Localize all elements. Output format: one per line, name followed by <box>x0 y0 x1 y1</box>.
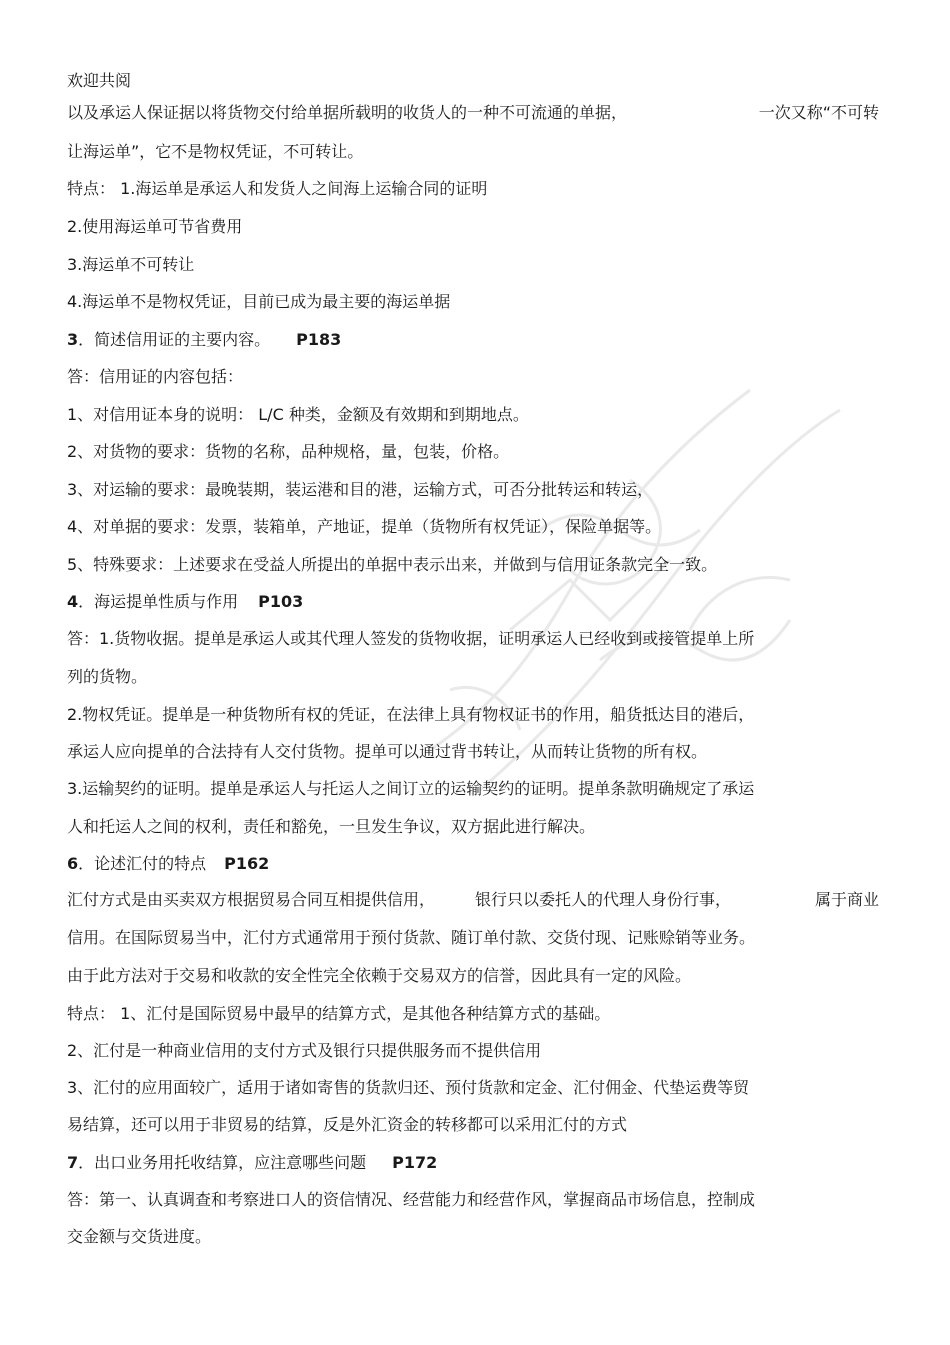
page-reference: P162 <box>224 854 270 873</box>
question-number: 4 <box>67 592 79 611</box>
question-number: 7 <box>67 1153 79 1172</box>
paragraph-line: 人和托运人之间的权利，责任和豁免，一旦发生争议，双方据此进行解决。 <box>67 817 596 836</box>
question-title: ．海运提单性质与作用 <box>78 592 239 611</box>
question-number: 6 <box>67 854 79 873</box>
question-heading <box>67 1153 437 1173</box>
paragraph-line: 交金额与交货进度。 <box>67 1227 212 1246</box>
page-reference: P103 <box>258 592 304 611</box>
paragraph-line: 承运人应向提单的合法持有人交付货物。提单可以通过背书转让，从而转让货物的所有权。 <box>67 742 708 761</box>
paragraph-line: 2、对货物的要求：货物的名称，品种规格，量，包装，价格。 <box>67 442 510 461</box>
paragraph-line: 让海运单”，它不是物权凭证，不可转让。 <box>67 142 364 161</box>
paragraph-line: 4、对单据的要求：发票，装箱单，产地证，提单（货物所有权凭证），保险单据等。 <box>67 517 662 536</box>
paragraph-line: 答：第一、认真调查和考察进口人的资信情况、经营能力和经营作风，掌握商品市场信息，控制成 <box>67 1190 756 1209</box>
paragraph-line: 2、汇付是一种商业信用的支付方式及银行只提供服务而不提供信用 <box>67 1041 542 1060</box>
paragraph-line: 列的货物。 <box>67 667 148 686</box>
line-text-end: 一次又称“不可转 <box>758 103 879 122</box>
question-number: 3 <box>67 330 79 349</box>
line-text-middle: 银行只以委托人的代理人身份行事， <box>475 890 732 909</box>
paragraph-line: 答：1.货物收据。提单是承运人或其代理人签发的货物收据，证明承运人已经收到或接管提单上所 <box>67 629 755 648</box>
page-reference: P172 <box>392 1153 438 1172</box>
paragraph-line: 4.海运单不是物权凭证，目前已成为最主要的海运单据 <box>67 292 451 311</box>
question-title: ．论述汇付的特点 <box>78 854 207 873</box>
paragraph-line: 3、对运输的要求：最晚装期，装运港和目的港，运输方式，可否分批转运和转运， <box>67 480 654 499</box>
paragraph-line: 由于此方法对于交易和收款的安全性完全依赖于交易双方的信誉，因此具有一定的风险。 <box>67 966 692 985</box>
paragraph-line: 特点： 1.海运单是承运人和发货人之间海上运输合同的证明 <box>67 179 488 198</box>
page-reference: P183 <box>296 330 342 349</box>
page-header: 欢迎共阅 <box>67 71 132 90</box>
paragraph-line: 1、对信用证本身的说明： L/C 种类，金额及有效期和到期地点。 <box>67 405 529 424</box>
question-title: ．出口业务用托收结算，应注意哪些问题 <box>78 1153 367 1172</box>
paragraph-line: 2.物权凭证。提单是一种货物所有权的凭证，在法律上具有物权证书的作用，船货抵达目的港后， <box>67 705 755 724</box>
paragraph-line <box>67 103 879 123</box>
paragraph-line: 易结算，还可以用于非贸易的结算，反是外汇资金的转移都可以采用汇付的方式 <box>67 1115 628 1134</box>
paragraph-line: 信用。在国际贸易当中，汇付方式通常用于预付货款、随订单付款、交货付现、记账赊销等业务。 <box>67 928 756 947</box>
paragraph-line: 2.使用海运单可节省费用 <box>67 217 243 236</box>
paragraph-line: 3、汇付的应用面较广，适用于诸如寄售的货款归还、预付货款和定金、汇付佣金、代垫运费等贸 <box>67 1078 750 1097</box>
paragraph-line: 3.海运单不可转让 <box>67 255 195 274</box>
question-title: ．简述信用证的主要内容。 <box>78 330 271 349</box>
line-text-start: 以及承运人保证据以将货物交付给单据所载明的收货人的一种不可流通的单据， <box>67 103 628 122</box>
question-heading <box>67 330 341 350</box>
paragraph-line <box>67 890 879 910</box>
question-heading <box>67 854 269 874</box>
paragraph-line: 特点： 1、汇付是国际贸易中最早的结算方式，是其他各种结算方式的基础。 <box>67 1004 611 1023</box>
line-text-end: 属于商业 <box>814 890 879 909</box>
question-heading <box>67 592 303 612</box>
paragraph-line: 5、特殊要求：上述要求在受益人所提出的单据中表示出来，并做到与信用证条款完全一致。 <box>67 555 718 574</box>
line-text-start: 汇付方式是由买卖双方根据贸易合同互相提供信用， <box>67 890 436 909</box>
paragraph-line: 3.运输契约的证明。提单是承运人与托运人之间订立的运输契约的证明。提单条款明确规定了承运 <box>67 779 755 798</box>
paragraph-line: 答：信用证的内容包括： <box>67 367 244 386</box>
